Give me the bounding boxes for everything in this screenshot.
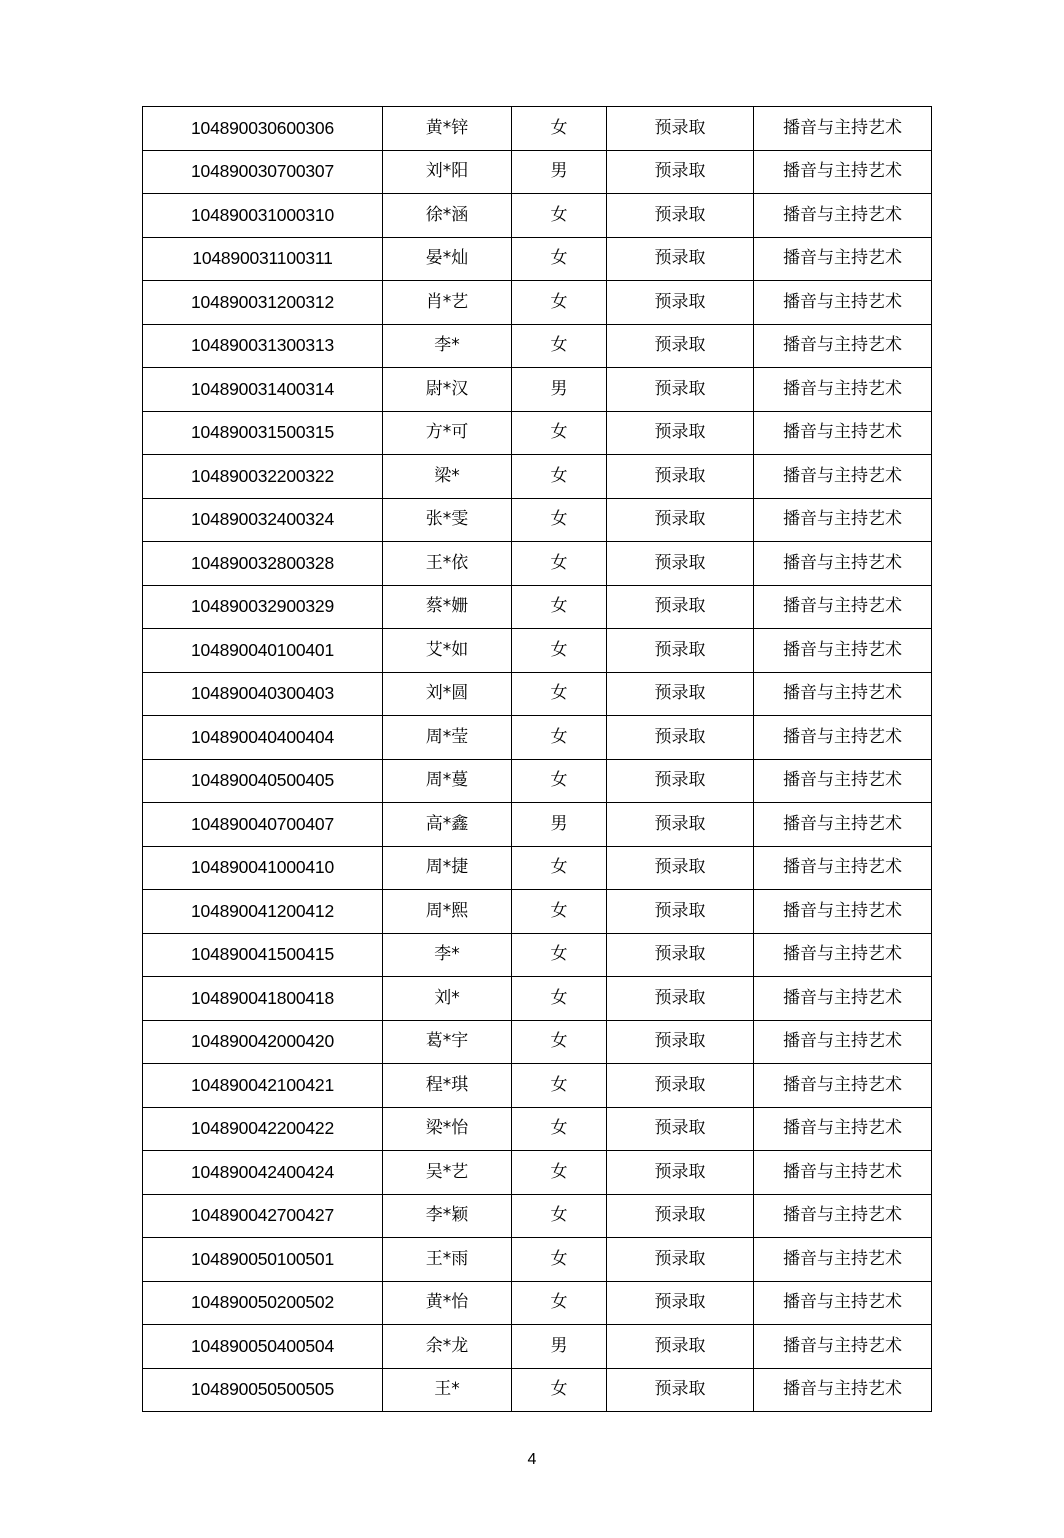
cell-status: 预录取: [607, 542, 754, 586]
cell-name: 黄*怡: [383, 1281, 512, 1325]
cell-major: 播音与主持艺术: [754, 194, 932, 238]
cell-name: 晏*灿: [383, 237, 512, 281]
cell-name: 蔡*姗: [383, 585, 512, 629]
cell-name: 王*雨: [383, 1238, 512, 1282]
cell-gender: 男: [512, 803, 607, 847]
cell-major: 播音与主持艺术: [754, 977, 932, 1021]
cell-gender: 女: [512, 672, 607, 716]
cell-status: 预录取: [607, 150, 754, 194]
cell-gender: 女: [512, 107, 607, 151]
cell-major: 播音与主持艺术: [754, 672, 932, 716]
cell-gender: 女: [512, 237, 607, 281]
table-row: [143, 324, 932, 368]
table-row: [143, 1151, 932, 1195]
cell-name: 李*: [383, 324, 512, 368]
table-row: [143, 194, 932, 238]
cell-exam-id: 104890042100421: [143, 1064, 383, 1108]
cell-major: 播音与主持艺术: [754, 629, 932, 673]
table-row: [143, 150, 932, 194]
cell-name: 徐*涵: [383, 194, 512, 238]
cell-status: 预录取: [607, 672, 754, 716]
cell-status: 预录取: [607, 194, 754, 238]
cell-major: 播音与主持艺术: [754, 1194, 932, 1238]
table-row: [143, 629, 932, 673]
admission-table-body: [143, 107, 932, 1412]
cell-name: 吴*艺: [383, 1151, 512, 1195]
cell-gender: 男: [512, 1325, 607, 1369]
table-row: [143, 1107, 932, 1151]
cell-major: 播音与主持艺术: [754, 1151, 932, 1195]
cell-name: 梁*怡: [383, 1107, 512, 1151]
cell-major: 播音与主持艺术: [754, 1107, 932, 1151]
cell-name: 李*颖: [383, 1194, 512, 1238]
table-row: [143, 1194, 932, 1238]
cell-gender: 女: [512, 1020, 607, 1064]
cell-exam-id: 104890041800418: [143, 977, 383, 1021]
cell-gender: 女: [512, 1281, 607, 1325]
cell-exam-id: 104890030600306: [143, 107, 383, 151]
cell-major: 播音与主持艺术: [754, 1238, 932, 1282]
cell-gender: 女: [512, 542, 607, 586]
cell-status: 预录取: [607, 281, 754, 325]
cell-gender: 女: [512, 1194, 607, 1238]
cell-major: 播音与主持艺术: [754, 1325, 932, 1369]
table-row: [143, 759, 932, 803]
cell-gender: 女: [512, 194, 607, 238]
cell-status: 预录取: [607, 759, 754, 803]
cell-major: 播音与主持艺术: [754, 716, 932, 760]
cell-gender: 女: [512, 1064, 607, 1108]
table-row: [143, 933, 932, 977]
cell-status: 预录取: [607, 237, 754, 281]
cell-exam-id: 104890040500405: [143, 759, 383, 803]
cell-gender: 女: [512, 1107, 607, 1151]
cell-major: 播音与主持艺术: [754, 1064, 932, 1108]
cell-major: 播音与主持艺术: [754, 1281, 932, 1325]
cell-status: 预录取: [607, 1020, 754, 1064]
cell-gender: 男: [512, 150, 607, 194]
cell-exam-id: 104890031500315: [143, 411, 383, 455]
cell-gender: 女: [512, 716, 607, 760]
cell-gender: 女: [512, 1151, 607, 1195]
cell-major: 播音与主持艺术: [754, 803, 932, 847]
cell-major: 播音与主持艺术: [754, 890, 932, 934]
cell-name: 张*雯: [383, 498, 512, 542]
cell-name: 王*依: [383, 542, 512, 586]
cell-exam-id: 104890031400314: [143, 368, 383, 412]
cell-exam-id: 104890032200322: [143, 455, 383, 499]
cell-major: 播音与主持艺术: [754, 1368, 932, 1412]
table-row: [143, 1368, 932, 1412]
cell-status: 预录取: [607, 1325, 754, 1369]
cell-status: 预录取: [607, 1107, 754, 1151]
cell-status: 预录取: [607, 368, 754, 412]
cell-major: 播音与主持艺术: [754, 585, 932, 629]
cell-gender: 女: [512, 846, 607, 890]
table-row: [143, 716, 932, 760]
cell-name: 刘*: [383, 977, 512, 1021]
table-row: [143, 542, 932, 586]
cell-status: 预录取: [607, 107, 754, 151]
cell-major: 播音与主持艺术: [754, 107, 932, 151]
cell-status: 预录取: [607, 585, 754, 629]
table-row: [143, 803, 932, 847]
cell-major: 播音与主持艺术: [754, 933, 932, 977]
table-row: [143, 672, 932, 716]
cell-status: 预录取: [607, 716, 754, 760]
cell-gender: 女: [512, 629, 607, 673]
cell-exam-id: 104890050500505: [143, 1368, 383, 1412]
cell-status: 预录取: [607, 629, 754, 673]
cell-major: 播音与主持艺术: [754, 368, 932, 412]
cell-name: 梁*: [383, 455, 512, 499]
cell-exam-id: 104890040100401: [143, 629, 383, 673]
cell-exam-id: 104890040300403: [143, 672, 383, 716]
cell-status: 预录取: [607, 1238, 754, 1282]
table-row: [143, 281, 932, 325]
cell-gender: 女: [512, 411, 607, 455]
cell-status: 预录取: [607, 803, 754, 847]
cell-status: 预录取: [607, 498, 754, 542]
cell-exam-id: 104890030700307: [143, 150, 383, 194]
cell-major: 播音与主持艺术: [754, 281, 932, 325]
table-row: [143, 846, 932, 890]
cell-gender: 女: [512, 1368, 607, 1412]
table-row: [143, 890, 932, 934]
table-row: [143, 455, 932, 499]
cell-gender: 女: [512, 759, 607, 803]
cell-status: 预录取: [607, 324, 754, 368]
cell-name: 周*莹: [383, 716, 512, 760]
admission-table: [142, 106, 932, 1412]
cell-status: 预录取: [607, 933, 754, 977]
table-row: [143, 1281, 932, 1325]
table-row: [143, 1238, 932, 1282]
cell-name: 刘*阳: [383, 150, 512, 194]
cell-status: 预录取: [607, 846, 754, 890]
table-row: [143, 237, 932, 281]
cell-name: 余*龙: [383, 1325, 512, 1369]
cell-status: 预录取: [607, 455, 754, 499]
cell-major: 播音与主持艺术: [754, 498, 932, 542]
cell-exam-id: 104890040400404: [143, 716, 383, 760]
cell-major: 播音与主持艺术: [754, 1020, 932, 1064]
cell-gender: 女: [512, 455, 607, 499]
table-row: [143, 585, 932, 629]
cell-exam-id: 104890041500415: [143, 933, 383, 977]
cell-exam-id: 104890050400504: [143, 1325, 383, 1369]
cell-major: 播音与主持艺术: [754, 237, 932, 281]
cell-status: 预录取: [607, 1368, 754, 1412]
cell-name: 黄*锌: [383, 107, 512, 151]
cell-major: 播音与主持艺术: [754, 150, 932, 194]
cell-exam-id: 104890042700427: [143, 1194, 383, 1238]
cell-name: 艾*如: [383, 629, 512, 673]
cell-name: 葛*宇: [383, 1020, 512, 1064]
cell-status: 预录取: [607, 1194, 754, 1238]
cell-exam-id: 104890050100501: [143, 1238, 383, 1282]
cell-name: 刘*圆: [383, 672, 512, 716]
cell-name: 周*熙: [383, 890, 512, 934]
cell-exam-id: 104890042400424: [143, 1151, 383, 1195]
cell-major: 播音与主持艺术: [754, 542, 932, 586]
cell-gender: 女: [512, 585, 607, 629]
cell-exam-id: 104890040700407: [143, 803, 383, 847]
cell-status: 预录取: [607, 977, 754, 1021]
table-row: [143, 1325, 932, 1369]
cell-exam-id: 104890041200412: [143, 890, 383, 934]
table-row: [143, 498, 932, 542]
cell-name: 李*: [383, 933, 512, 977]
cell-status: 预录取: [607, 1064, 754, 1108]
cell-exam-id: 104890031300313: [143, 324, 383, 368]
table-row: [143, 1020, 932, 1064]
cell-gender: 男: [512, 368, 607, 412]
cell-gender: 女: [512, 498, 607, 542]
cell-name: 程*琪: [383, 1064, 512, 1108]
cell-exam-id: 104890050200502: [143, 1281, 383, 1325]
table-row: [143, 977, 932, 1021]
cell-major: 播音与主持艺术: [754, 324, 932, 368]
cell-major: 播音与主持艺术: [754, 411, 932, 455]
cell-exam-id: 104890042200422: [143, 1107, 383, 1151]
cell-exam-id: 104890031100311: [143, 237, 383, 281]
cell-status: 预录取: [607, 411, 754, 455]
cell-major: 播音与主持艺术: [754, 759, 932, 803]
page-number: 4: [527, 1451, 537, 1468]
cell-name: 高*鑫: [383, 803, 512, 847]
cell-exam-id: 104890042000420: [143, 1020, 383, 1064]
cell-exam-id: 104890031200312: [143, 281, 383, 325]
cell-name: 方*可: [383, 411, 512, 455]
cell-status: 预录取: [607, 1281, 754, 1325]
table-row: [143, 1064, 932, 1108]
cell-status: 预录取: [607, 1151, 754, 1195]
cell-gender: 女: [512, 890, 607, 934]
cell-name: 王*: [383, 1368, 512, 1412]
cell-name: 周*蔓: [383, 759, 512, 803]
cell-name: 尉*汉: [383, 368, 512, 412]
cell-gender: 女: [512, 1238, 607, 1282]
cell-name: 周*捷: [383, 846, 512, 890]
cell-major: 播音与主持艺术: [754, 455, 932, 499]
cell-exam-id: 104890031000310: [143, 194, 383, 238]
cell-major: 播音与主持艺术: [754, 846, 932, 890]
cell-exam-id: 104890032400324: [143, 498, 383, 542]
table-row: [143, 107, 932, 151]
cell-exam-id: 104890032900329: [143, 585, 383, 629]
table-row: [143, 411, 932, 455]
cell-exam-id: 104890032800328: [143, 542, 383, 586]
cell-gender: 女: [512, 281, 607, 325]
cell-status: 预录取: [607, 890, 754, 934]
cell-exam-id: 104890041000410: [143, 846, 383, 890]
table-row: [143, 368, 932, 412]
cell-gender: 女: [512, 977, 607, 1021]
cell-name: 肖*艺: [383, 281, 512, 325]
cell-gender: 女: [512, 324, 607, 368]
cell-gender: 女: [512, 933, 607, 977]
